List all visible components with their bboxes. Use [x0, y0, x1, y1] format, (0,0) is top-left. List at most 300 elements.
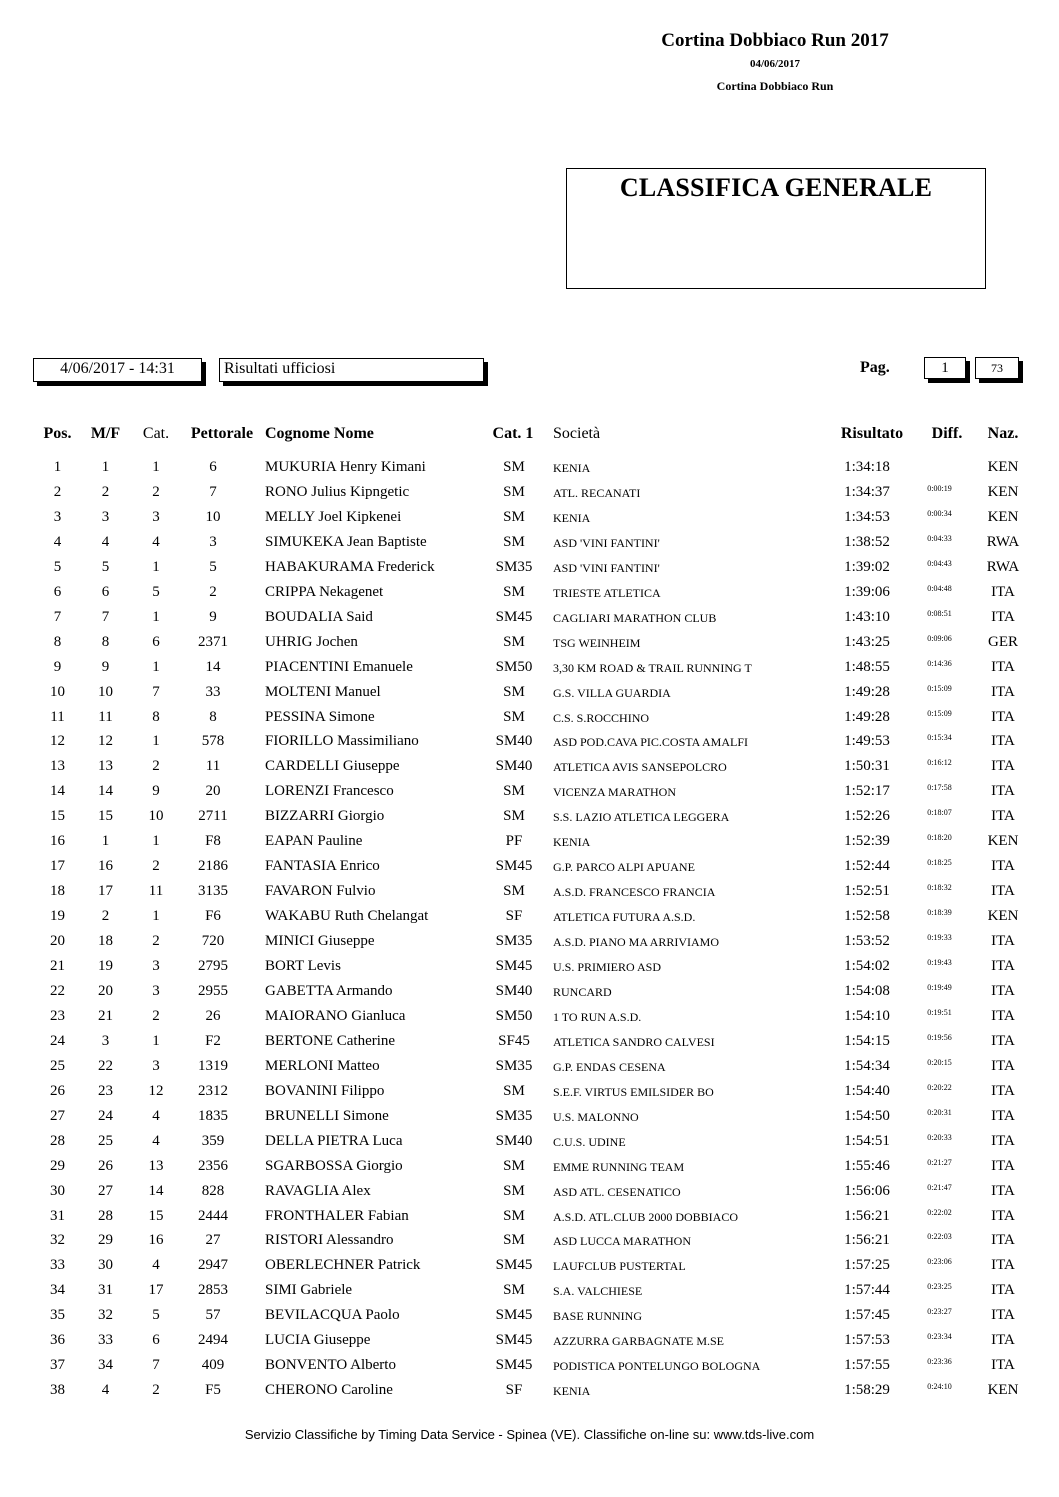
cell-cat: 1: [152, 459, 160, 475]
cell-society: A.S.D. PIANO MA ARRIVIAMO: [553, 935, 720, 950]
cell-nation: ITA: [991, 1132, 1015, 1149]
cell-diff: 0:22:02: [927, 1207, 952, 1217]
cell-diff: 0:20:31: [927, 1107, 952, 1117]
cell-bib: 26: [205, 1007, 221, 1024]
cell-pos: 4: [53, 533, 62, 550]
cell-nation: ITA: [991, 858, 1015, 875]
cell-cat1: SM45: [495, 1257, 533, 1274]
cell-cat: 3: [152, 982, 160, 999]
cell-society: A.S.D. FRANCESCO FRANCIA: [553, 885, 716, 900]
table-row: [0, 883, 1059, 908]
cell-cat: 4: [152, 1257, 160, 1274]
cell-cat: 2: [152, 1382, 160, 1399]
cell-nation: ITA: [991, 683, 1015, 700]
cell-result: 1:50:31: [844, 758, 890, 775]
table-row: [0, 1357, 1059, 1382]
table-row: [0, 1108, 1059, 1133]
cell-name: MOLTENI Manuel: [265, 683, 381, 700]
cell-name: RONO Julius Kipngetic: [265, 483, 410, 500]
cell-name: FANTASIA Enrico: [265, 858, 380, 875]
table-row: [0, 858, 1059, 883]
cell-pos: 26: [50, 1082, 65, 1099]
cell-result: 1:54:40: [844, 1082, 890, 1099]
cell-society: ASD LUCCA MARATHON: [553, 1234, 692, 1249]
cell-cat1: SM45: [495, 1357, 533, 1374]
classification-title: CLASSIFICA GENERALE: [619, 173, 933, 202]
cell-result: 1:56:06: [844, 1182, 890, 1199]
cell-nation: ITA: [991, 1007, 1015, 1024]
cell-pos: 32: [50, 1232, 65, 1249]
cell-mf: 13: [98, 758, 113, 775]
cell-society: CAGLIARI MARATHON CLUB: [553, 610, 717, 625]
cell-result: 1:55:46: [844, 1157, 890, 1174]
cell-mf: 1: [101, 833, 110, 850]
cell-diff: 0:23:27: [927, 1307, 952, 1317]
cell-cat: 6: [152, 1332, 160, 1349]
cell-cat1: SM: [503, 1232, 525, 1249]
cell-society: U.S. MALONNO: [553, 1109, 639, 1124]
cell-mf: 3: [101, 1032, 110, 1049]
cell-cat1: SM50: [495, 658, 533, 675]
cell-diff: 0:23:25: [927, 1282, 952, 1292]
cell-result: 1:34:37: [844, 483, 890, 500]
cell-mf: 10: [98, 683, 113, 700]
cell-mf: 14: [98, 783, 113, 800]
cell-mf: 1: [101, 459, 110, 475]
cell-cat1: SF45: [498, 1032, 530, 1049]
cell-society: 1 TO RUN A.S.D.: [553, 1009, 642, 1024]
cell-bib: 2955: [198, 982, 228, 999]
cell-bib: 14: [205, 658, 221, 675]
cell-pos: 15: [50, 808, 65, 825]
race-name: Cortina Dobbiaco Run: [716, 79, 834, 93]
cell-pos: 6: [53, 583, 62, 600]
race-date: 04/06/2017: [749, 58, 801, 70]
cell-bib: 8: [209, 708, 217, 725]
cell-cat: 7: [152, 1357, 160, 1374]
cell-pos: 37: [50, 1357, 65, 1374]
cell-nation: ITA: [991, 758, 1015, 775]
cell-bib: 3135: [198, 883, 228, 900]
cell-cat: 17: [148, 1282, 164, 1299]
cell-diff: 0:18:25: [927, 858, 952, 868]
cell-cat1: SM45: [495, 858, 533, 875]
cell-cat: 14: [148, 1182, 164, 1199]
cell-nation: ITA: [991, 1357, 1015, 1374]
table-row: [0, 1382, 1059, 1407]
cell-cat1: SM40: [495, 1132, 533, 1149]
cell-pos: 14: [50, 783, 65, 800]
cell-result: 1:34:53: [844, 508, 890, 525]
cell-bib: 2711: [198, 808, 228, 825]
table-row: [0, 983, 1059, 1008]
cell-cat1: SM: [503, 633, 525, 650]
cell-mf: 30: [98, 1257, 113, 1274]
cell-mf: 31: [98, 1282, 113, 1299]
cell-diff: 0:15:09: [927, 683, 952, 693]
cell-cat: 9: [152, 783, 160, 800]
cell-pos: 7: [53, 608, 62, 625]
cell-cat1: SM: [503, 783, 525, 800]
table-row: [0, 1282, 1059, 1307]
cell-name: BERTONE Catherine: [265, 1032, 396, 1049]
cell-mf: 23: [98, 1082, 113, 1099]
cell-society: ATL. RECANATI: [553, 485, 641, 500]
table-row: [0, 1307, 1059, 1332]
cell-cat1: PF: [505, 833, 523, 850]
cell-pos: 31: [50, 1207, 65, 1224]
cell-society: S.S. LAZIO ATLETICA LEGGERA: [553, 810, 730, 825]
table-row: [0, 1008, 1059, 1033]
cell-cat: 1: [152, 1032, 160, 1049]
cell-diff: 0:19:33: [927, 933, 952, 943]
cell-diff: 0:04:48: [927, 583, 952, 593]
cell-pos: 9: [53, 658, 62, 675]
cell-cat: 3: [152, 1057, 160, 1074]
cell-society: C.U.S. UDINE: [553, 1134, 626, 1149]
cell-cat1: SM35: [495, 558, 533, 575]
cell-cat1: SM40: [495, 733, 533, 750]
cell-pos: 12: [50, 733, 65, 750]
cell-cat: 11: [148, 883, 164, 900]
cell-name: LORENZI Francesco: [265, 783, 394, 800]
cell-name: UHRIG Jochen: [265, 633, 358, 650]
cell-pos: 13: [50, 758, 65, 775]
cell-diff: 0:20:22: [927, 1082, 952, 1092]
cell-nation: ITA: [991, 583, 1015, 600]
table-row: [0, 1232, 1059, 1257]
cell-mf: 4: [101, 533, 110, 550]
cell-diff: 0:00:19: [927, 483, 952, 493]
cell-bib: 20: [205, 783, 221, 800]
header-name: Cognome Nome: [265, 425, 374, 442]
cell-result: 1:38:52: [844, 533, 890, 550]
cell-name: FRONTHALER Fabian: [265, 1207, 409, 1224]
header-cat: Cat.: [142, 425, 170, 442]
cell-result: 1:34:18: [844, 459, 890, 475]
cell-diff: 0:18:20: [927, 833, 952, 843]
race-title: Cortina Dobbiaco Run 2017: [661, 30, 889, 51]
cell-nation: ITA: [991, 733, 1015, 750]
cell-diff: 0:04:43: [927, 558, 952, 568]
cell-pos: 23: [50, 1007, 65, 1024]
cell-name: BONVENTO Alberto: [265, 1357, 396, 1374]
cell-diff: 0:22:03: [927, 1232, 952, 1242]
cell-diff: 0:21:27: [927, 1157, 952, 1167]
cell-bib: 2186: [198, 858, 228, 875]
cell-bib: 6: [209, 459, 217, 475]
cell-result: 1:52:58: [844, 908, 890, 925]
cell-nation: ITA: [991, 1232, 1015, 1249]
cell-bib: 409: [201, 1357, 225, 1374]
cell-result: 1:49:28: [844, 683, 890, 700]
cell-pos: 5: [53, 558, 62, 575]
cell-nation: KEN: [987, 459, 1019, 475]
table-row: [0, 634, 1059, 659]
cell-cat1: SM: [503, 483, 525, 500]
cell-cat: 1: [152, 833, 160, 850]
cell-bib: 1835: [198, 1107, 228, 1124]
cell-nation: ITA: [991, 808, 1015, 825]
cell-mf: 26: [98, 1157, 113, 1174]
cell-bib: 2: [209, 583, 217, 600]
cell-result: 1:57:55: [844, 1357, 890, 1374]
cell-bib: 2853: [198, 1282, 228, 1299]
cell-society: KENIA: [553, 835, 591, 850]
cell-mf: 15: [98, 808, 113, 825]
cell-cat: 4: [152, 1107, 160, 1124]
cell-mf: 7: [101, 608, 110, 625]
datetime-box: 4/06/2017 - 14:31: [33, 358, 202, 382]
classification-box: [566, 168, 986, 289]
table-row: [0, 509, 1059, 534]
cell-mf: 12: [98, 733, 113, 750]
cell-cat: 12: [148, 1082, 164, 1099]
cell-cat1: SM40: [495, 982, 533, 999]
cell-nation: ITA: [991, 1157, 1015, 1174]
cell-cat1: SM: [503, 808, 525, 825]
cell-cat: 5: [152, 1307, 160, 1324]
cell-name: GABETTA Armando: [265, 982, 393, 999]
cell-mf: 24: [98, 1107, 113, 1124]
cell-mf: 33: [98, 1332, 113, 1349]
cell-diff: 0:08:51: [927, 608, 952, 618]
cell-society: S.E.F. VIRTUS EMILSIDER BO: [553, 1084, 714, 1099]
cell-society: A.S.D. ATL.CLUB 2000 DOBBIACO: [553, 1209, 739, 1224]
table-header: [0, 425, 1059, 450]
cell-mf: 8: [101, 633, 110, 650]
cell-pos: 30: [50, 1182, 65, 1199]
cell-society: S.A. VALCHIESE: [553, 1284, 643, 1299]
table-row: [0, 709, 1059, 734]
table-row: [0, 584, 1059, 609]
cell-nation: KEN: [987, 908, 1019, 925]
cell-mf: 3: [101, 508, 110, 525]
cell-cat: 10: [148, 808, 164, 825]
cell-diff: 0:18:32: [927, 883, 952, 893]
cell-pos: 22: [50, 982, 65, 999]
cell-diff: 0:20:33: [927, 1132, 952, 1142]
cell-name: MAIORANO Gianluca: [265, 1007, 406, 1024]
cell-pos: 11: [50, 708, 65, 725]
cell-name: MUKURIA Henry Kimani: [265, 459, 426, 475]
header-diff: Diff.: [931, 425, 963, 442]
cell-diff: 0:15:09: [927, 708, 952, 718]
cell-result: 1:54:08: [844, 982, 890, 999]
cell-cat: 1: [152, 908, 160, 925]
cell-name: WAKABU Ruth Chelangat: [265, 908, 429, 925]
cell-mf: 2: [101, 908, 110, 925]
cell-bib: 828: [201, 1182, 225, 1199]
cell-society: ASD 'VINI FANTINI': [553, 535, 660, 550]
cell-cat1: SM50: [495, 1007, 533, 1024]
cell-name: BORT Levis: [265, 958, 341, 974]
cell-cat1: SM: [503, 883, 525, 900]
cell-cat: 7: [152, 683, 160, 700]
cell-mf: 25: [98, 1132, 113, 1149]
cell-name: SIMUKEKA Jean Baptiste: [265, 533, 427, 550]
page-number: 1: [924, 357, 966, 379]
table-row: [0, 609, 1059, 634]
cell-cat1: SM35: [495, 1107, 533, 1124]
cell-diff: 0:18:39: [927, 908, 952, 918]
cell-cat: 13: [148, 1157, 164, 1174]
cell-bib: 2356: [198, 1157, 228, 1174]
cell-cat1: SF: [505, 1382, 523, 1399]
cell-diff: 0:04:33: [927, 533, 952, 543]
table-row: [0, 1158, 1059, 1183]
cell-name: MELLY Joel Kipkenei: [265, 508, 402, 525]
cell-pos: 25: [50, 1057, 65, 1074]
cell-nation: ITA: [991, 933, 1015, 950]
table-row: [0, 1033, 1059, 1058]
cell-society: KENIA: [553, 510, 591, 525]
cell-cat1: SM: [503, 459, 525, 475]
cell-nation: ITA: [991, 1182, 1015, 1199]
cell-diff: 0:09:06: [927, 633, 952, 643]
cell-diff: 0:21:47: [927, 1182, 952, 1192]
cell-cat1: SM40: [495, 758, 533, 775]
cell-pos: 28: [50, 1132, 65, 1149]
table-row: [0, 459, 1059, 484]
cell-diff: 0:20:15: [927, 1057, 952, 1067]
cell-society: 3,30 KM ROAD & TRAIL RUNNING T: [553, 660, 752, 675]
cell-result: 1:54:34: [844, 1057, 890, 1074]
cell-bib: 11: [205, 758, 221, 775]
header-mf: M/F: [90, 425, 121, 442]
cell-bib: 2947: [198, 1257, 228, 1274]
cell-cat1: SM: [503, 708, 525, 725]
table-row: [0, 958, 1059, 983]
cell-diff: 0:23:34: [927, 1332, 952, 1342]
table-row: [0, 1332, 1059, 1357]
cell-name: CARDELLI Giuseppe: [265, 758, 400, 775]
table-row: [0, 534, 1059, 559]
cell-name: MINICI Giuseppe: [265, 933, 375, 950]
cell-name: PESSINA Simone: [265, 708, 375, 725]
table-row: [0, 1083, 1059, 1108]
cell-nation: ITA: [991, 1257, 1015, 1274]
cell-cat1: SM: [503, 683, 525, 700]
cell-result: 1:49:53: [844, 733, 890, 750]
cell-diff: 0:19:43: [927, 958, 952, 967]
cell-pos: 27: [50, 1107, 65, 1124]
table-row: [0, 1257, 1059, 1282]
cell-nation: ITA: [991, 1082, 1015, 1099]
cell-society: ASD 'VINI FANTINI': [553, 560, 660, 575]
cell-cat1: SM35: [495, 933, 533, 950]
cell-cat: 8: [152, 708, 160, 725]
table-row: [0, 484, 1059, 509]
cell-name: BOUDALIA Said: [265, 608, 373, 625]
cell-society: RUNCARD: [553, 984, 612, 999]
cell-cat: 15: [148, 1207, 164, 1224]
cell-diff: 0:17:58: [927, 783, 952, 793]
cell-pos: 33: [50, 1257, 65, 1274]
cell-diff: 0:00:34: [927, 508, 952, 518]
cell-pos: 2: [53, 483, 62, 500]
page-total: 73: [975, 357, 1019, 379]
status-box: Risultati ufficiosi: [219, 358, 484, 382]
cell-cat: 2: [152, 758, 160, 775]
cell-diff: 0:18:07: [927, 808, 952, 818]
cell-pos: 1: [53, 459, 62, 475]
cell-society: TRIESTE ATLETICA: [553, 585, 661, 600]
cell-bib: 7: [209, 483, 217, 500]
cell-mf: 29: [98, 1232, 113, 1249]
cell-mf: 22: [98, 1057, 113, 1074]
cell-nation: ITA: [991, 1307, 1015, 1324]
cell-society: EMME RUNNING TEAM: [553, 1159, 685, 1174]
cell-name: HABAKURAMA Frederick: [265, 558, 435, 575]
cell-result: 1:48:55: [844, 658, 890, 675]
cell-nation: GER: [988, 633, 1018, 650]
cell-name: MERLONI Matteo: [265, 1057, 380, 1074]
cell-bib: 27: [205, 1232, 221, 1249]
cell-mf: 19: [98, 958, 113, 974]
cell-mf: 11: [98, 708, 113, 725]
cell-bib: 57: [205, 1307, 221, 1324]
cell-name: DELLA PIETRA Luca: [265, 1132, 403, 1149]
cell-society: KENIA: [553, 1384, 591, 1399]
cell-bib: F6: [205, 908, 221, 925]
cell-society: TSG WEINHEIM: [553, 635, 641, 650]
cell-nation: ITA: [991, 708, 1015, 725]
cell-pos: 29: [50, 1157, 65, 1174]
cell-nation: ITA: [991, 982, 1015, 999]
cell-diff: 0:19:56: [927, 1032, 952, 1042]
cell-society: PODISTICA PONTELUNGO BOLOGNA: [553, 1359, 761, 1374]
table-row: [0, 933, 1059, 958]
cell-bib: F8: [205, 833, 221, 850]
cell-bib: 359: [201, 1132, 225, 1149]
cell-society: AZZURRA GARBAGNATE M.SE: [553, 1334, 725, 1349]
cell-pos: 10: [50, 683, 65, 700]
cell-mf: 5: [101, 558, 110, 575]
cell-mf: 16: [98, 858, 113, 875]
cell-result: 1:52:39: [844, 833, 890, 850]
cell-cat: 1: [152, 558, 160, 575]
cell-society: C.S. S.ROCCHINO: [553, 710, 650, 725]
cell-pos: 16: [50, 833, 65, 850]
table-row: [0, 808, 1059, 833]
cell-name: CHERONO Caroline: [265, 1382, 393, 1399]
cell-mf: 27: [98, 1182, 113, 1199]
cell-result: 1:52:44: [844, 858, 890, 875]
cell-cat: 2: [152, 933, 160, 950]
cell-mf: 32: [98, 1307, 113, 1324]
cell-result: 1:57:44: [844, 1282, 890, 1299]
cell-name: BRUNELLI Simone: [265, 1107, 389, 1124]
cell-mf: 20: [98, 982, 113, 999]
cell-pos: 21: [50, 958, 65, 974]
cell-pos: 19: [50, 908, 65, 925]
cell-result: 1:49:28: [844, 708, 890, 725]
cell-bib: F2: [205, 1032, 221, 1049]
cell-cat: 1: [152, 658, 160, 675]
cell-nation: ITA: [991, 1032, 1015, 1049]
table-row: [0, 733, 1059, 758]
cell-society: G.S. VILLA GUARDIA: [553, 685, 671, 700]
cell-name: FAVARON Fulvio: [265, 883, 376, 900]
footer: Servizio Classifiche by Timing Data Service - Spinea (VE). Classifiche on-line su: www.tds-live.com: [244, 1427, 815, 1442]
cell-bib: 33: [205, 683, 221, 700]
cell-cat: 4: [152, 533, 160, 550]
cell-bib: 2494: [198, 1332, 228, 1349]
table-row: [0, 659, 1059, 684]
cell-cat: 2: [152, 483, 160, 500]
cell-cat1: SM45: [495, 608, 533, 625]
